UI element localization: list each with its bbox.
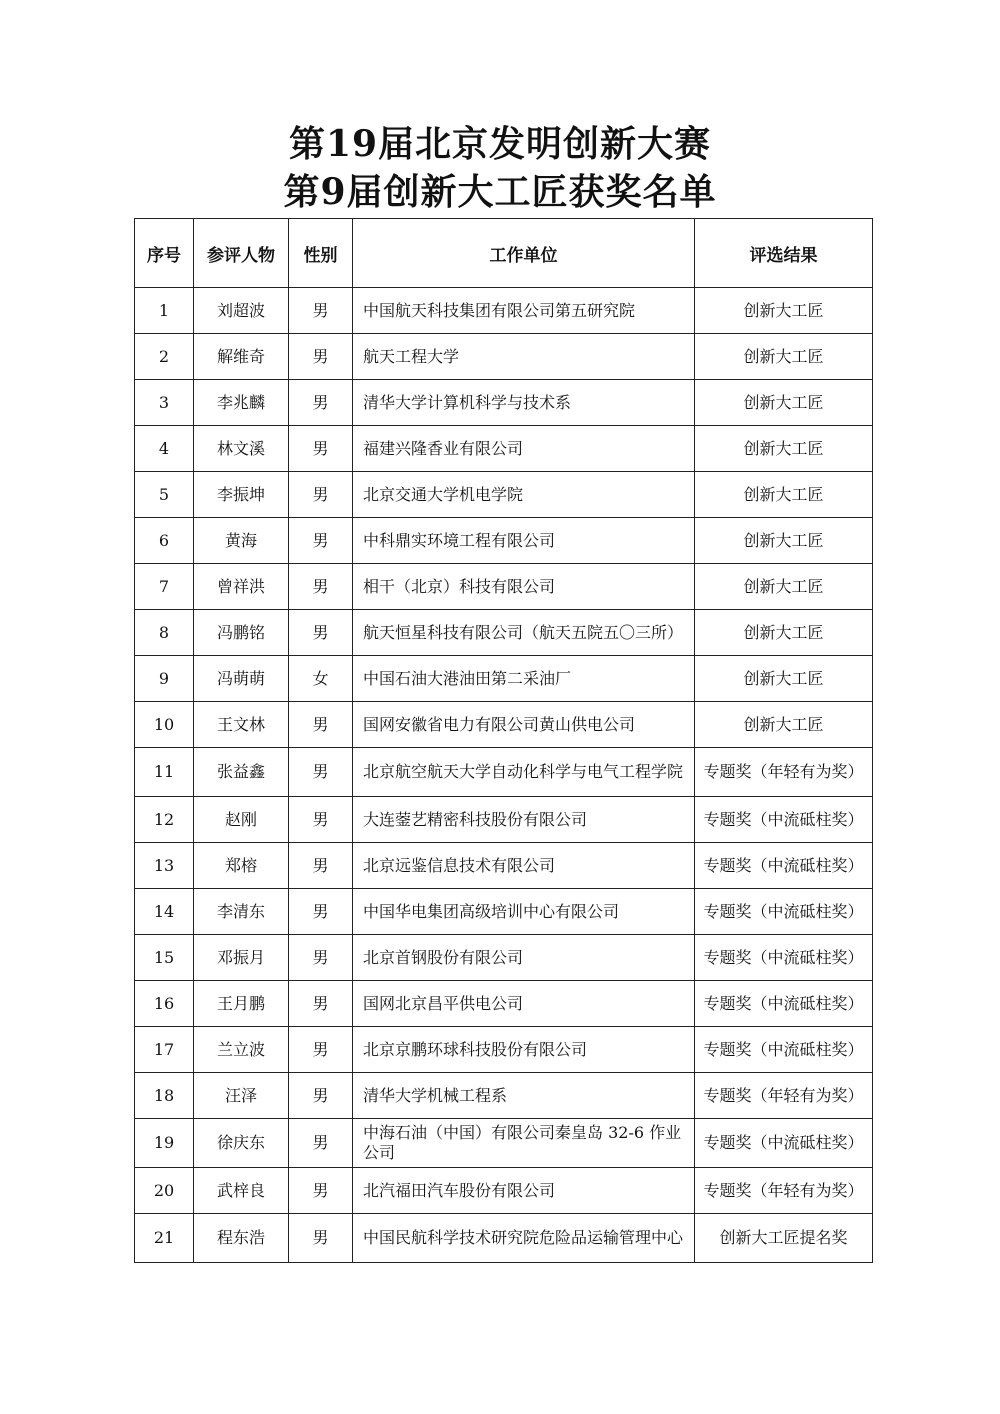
- cell-result: 创新大工匠提名奖: [695, 1214, 873, 1263]
- cell-unit: 国网北京昌平供电公司: [353, 981, 695, 1027]
- cell-index: 9: [135, 656, 194, 702]
- cell-unit: 北汽福田汽车股份有限公司: [353, 1168, 695, 1214]
- cell-index: 17: [135, 1027, 194, 1073]
- cell-gender: 男: [289, 1027, 353, 1073]
- cell-index: 8: [135, 610, 194, 656]
- table-row: [135, 334, 873, 380]
- cell-result: 创新大工匠: [695, 472, 873, 518]
- cell-name: 黄海: [194, 518, 289, 564]
- cell-gender: 男: [289, 748, 353, 797]
- cell-name: 徐庆东: [194, 1119, 289, 1168]
- cell-gender: 男: [289, 288, 353, 334]
- cell-unit: 中海石油（中国）有限公司秦皇岛 32-6 作业公司: [353, 1119, 695, 1168]
- cell-result: 专题奖（年轻有为奖）: [695, 748, 873, 797]
- cell-gender: 男: [289, 1214, 353, 1263]
- table-row: [135, 610, 873, 656]
- table-row: [135, 1214, 873, 1263]
- cell-gender: 男: [289, 702, 353, 748]
- cell-name: 李振坤: [194, 472, 289, 518]
- cell-gender: 男: [289, 1119, 353, 1168]
- table-row: [135, 702, 873, 748]
- cell-unit: 中国华电集团高级培训中心有限公司: [353, 889, 695, 935]
- cell-index: 18: [135, 1073, 194, 1119]
- title-line-1: 第19届北京发明创新大赛: [288, 123, 712, 165]
- cell-unit: 北京京鹏环球科技股份有限公司: [353, 1027, 695, 1073]
- cell-result: 创新大工匠: [695, 564, 873, 610]
- cell-result: 专题奖（中流砥柱奖）: [695, 935, 873, 981]
- header-person: 参评人物: [194, 219, 289, 288]
- cell-index: 5: [135, 472, 194, 518]
- cell-unit: 航天恒星科技有限公司（航天五院五〇三所）: [353, 610, 695, 656]
- cell-index: 10: [135, 702, 194, 748]
- cell-result: 专题奖（中流砥柱奖）: [695, 889, 873, 935]
- cell-gender: 男: [289, 935, 353, 981]
- cell-name: 冯鹏铭: [194, 610, 289, 656]
- cell-name: 李兆麟: [194, 380, 289, 426]
- title-line-2: 第9届创新大工匠获奖名单: [283, 171, 717, 213]
- cell-result: 创新大工匠: [695, 518, 873, 564]
- cell-result: 专题奖（年轻有为奖）: [695, 1073, 873, 1119]
- cell-unit: 中国民航科学技术研究院危险品运输管理中心: [353, 1214, 695, 1263]
- header-unit: 工作单位: [353, 219, 695, 288]
- cell-name: 解维奇: [194, 334, 289, 380]
- cell-index: 12: [135, 797, 194, 843]
- cell-gender: 男: [289, 797, 353, 843]
- cell-index: 6: [135, 518, 194, 564]
- cell-index: 1: [135, 288, 194, 334]
- cell-name: 王月鹏: [194, 981, 289, 1027]
- cell-result: 创新大工匠: [695, 702, 873, 748]
- cell-index: 21: [135, 1214, 194, 1263]
- cell-name: 冯萌萌: [194, 656, 289, 702]
- cell-gender: 男: [289, 518, 353, 564]
- cell-unit: 中科鼎实环境工程有限公司: [353, 518, 695, 564]
- cell-unit: 国网安徽省电力有限公司黄山供电公司: [353, 702, 695, 748]
- cell-index: 4: [135, 426, 194, 472]
- cell-result: 专题奖（中流砥柱奖）: [695, 843, 873, 889]
- cell-index: 2: [135, 334, 194, 380]
- cell-name: 王文林: [194, 702, 289, 748]
- table-row: [135, 748, 873, 797]
- table-header-row: [135, 219, 873, 288]
- cell-index: 16: [135, 981, 194, 1027]
- table-row: [135, 426, 873, 472]
- award-list-table: [134, 218, 873, 1263]
- cell-unit: 北京远鉴信息技术有限公司: [353, 843, 695, 889]
- cell-unit: 福建兴隆香业有限公司: [353, 426, 695, 472]
- header-index: 序号: [135, 219, 194, 288]
- table-row: [135, 472, 873, 518]
- cell-name: 汪泽: [194, 1073, 289, 1119]
- cell-index: 14: [135, 889, 194, 935]
- table-row: [135, 656, 873, 702]
- cell-unit: 清华大学机械工程系: [353, 1073, 695, 1119]
- cell-index: 19: [135, 1119, 194, 1168]
- table-row: [135, 288, 873, 334]
- table-row: [135, 1168, 873, 1214]
- table-row: [135, 889, 873, 935]
- cell-result: 专题奖（中流砥柱奖）: [695, 1027, 873, 1073]
- cell-name: 刘超波: [194, 288, 289, 334]
- header-gender: 性别: [289, 219, 353, 288]
- cell-name: 邓振月: [194, 935, 289, 981]
- cell-result: 创新大工匠: [695, 334, 873, 380]
- cell-unit: 北京航空航天大学自动化科学与电气工程学院: [353, 748, 695, 797]
- cell-unit: 清华大学计算机科学与技术系: [353, 380, 695, 426]
- table-row: [135, 981, 873, 1027]
- cell-result: 创新大工匠: [695, 380, 873, 426]
- cell-result: 专题奖（年轻有为奖）: [695, 1168, 873, 1214]
- cell-gender: 男: [289, 426, 353, 472]
- table-row: [135, 380, 873, 426]
- cell-name: 赵刚: [194, 797, 289, 843]
- table-row: [135, 1073, 873, 1119]
- cell-result: 专题奖（中流砥柱奖）: [695, 981, 873, 1027]
- cell-result: 创新大工匠: [695, 610, 873, 656]
- table-row: [135, 935, 873, 981]
- cell-unit: 航天工程大学: [353, 334, 695, 380]
- cell-unit: 中国航天科技集团有限公司第五研究院: [353, 288, 695, 334]
- cell-gender: 男: [289, 564, 353, 610]
- table-row: [135, 518, 873, 564]
- cell-result: 创新大工匠: [695, 426, 873, 472]
- cell-gender: 男: [289, 1168, 353, 1214]
- cell-gender: 男: [289, 889, 353, 935]
- cell-gender: 男: [289, 472, 353, 518]
- cell-name: 程东浩: [194, 1214, 289, 1263]
- document-title: [0, 120, 1000, 216]
- cell-index: 15: [135, 935, 194, 981]
- table-row: [135, 843, 873, 889]
- table-row: [135, 1119, 873, 1168]
- cell-index: 7: [135, 564, 194, 610]
- cell-name: 林文溪: [194, 426, 289, 472]
- cell-index: 3: [135, 380, 194, 426]
- cell-index: 13: [135, 843, 194, 889]
- cell-name: 郑榕: [194, 843, 289, 889]
- table-row: [135, 1027, 873, 1073]
- cell-name: 张益鑫: [194, 748, 289, 797]
- cell-unit: 大连蓥艺精密科技股份有限公司: [353, 797, 695, 843]
- cell-unit: 相干（北京）科技有限公司: [353, 564, 695, 610]
- cell-result: 创新大工匠: [695, 288, 873, 334]
- cell-gender: 男: [289, 610, 353, 656]
- cell-gender: 男: [289, 334, 353, 380]
- cell-gender: 男: [289, 843, 353, 889]
- cell-index: 11: [135, 748, 194, 797]
- cell-name: 李清东: [194, 889, 289, 935]
- cell-result: 创新大工匠: [695, 656, 873, 702]
- cell-unit: 北京交通大学机电学院: [353, 472, 695, 518]
- cell-unit: 北京首钢股份有限公司: [353, 935, 695, 981]
- cell-name: 曾祥洪: [194, 564, 289, 610]
- table-row: [135, 797, 873, 843]
- table-row: [135, 564, 873, 610]
- cell-name: 武梓良: [194, 1168, 289, 1214]
- header-result: 评选结果: [695, 219, 873, 288]
- cell-unit: 中国石油大港油田第二采油厂: [353, 656, 695, 702]
- cell-index: 20: [135, 1168, 194, 1214]
- cell-gender: 女: [289, 656, 353, 702]
- cell-name: 兰立波: [194, 1027, 289, 1073]
- cell-gender: 男: [289, 380, 353, 426]
- cell-result: 专题奖（中流砥柱奖）: [695, 797, 873, 843]
- cell-result: 专题奖（中流砥柱奖）: [695, 1119, 873, 1168]
- cell-gender: 男: [289, 1073, 353, 1119]
- cell-gender: 男: [289, 981, 353, 1027]
